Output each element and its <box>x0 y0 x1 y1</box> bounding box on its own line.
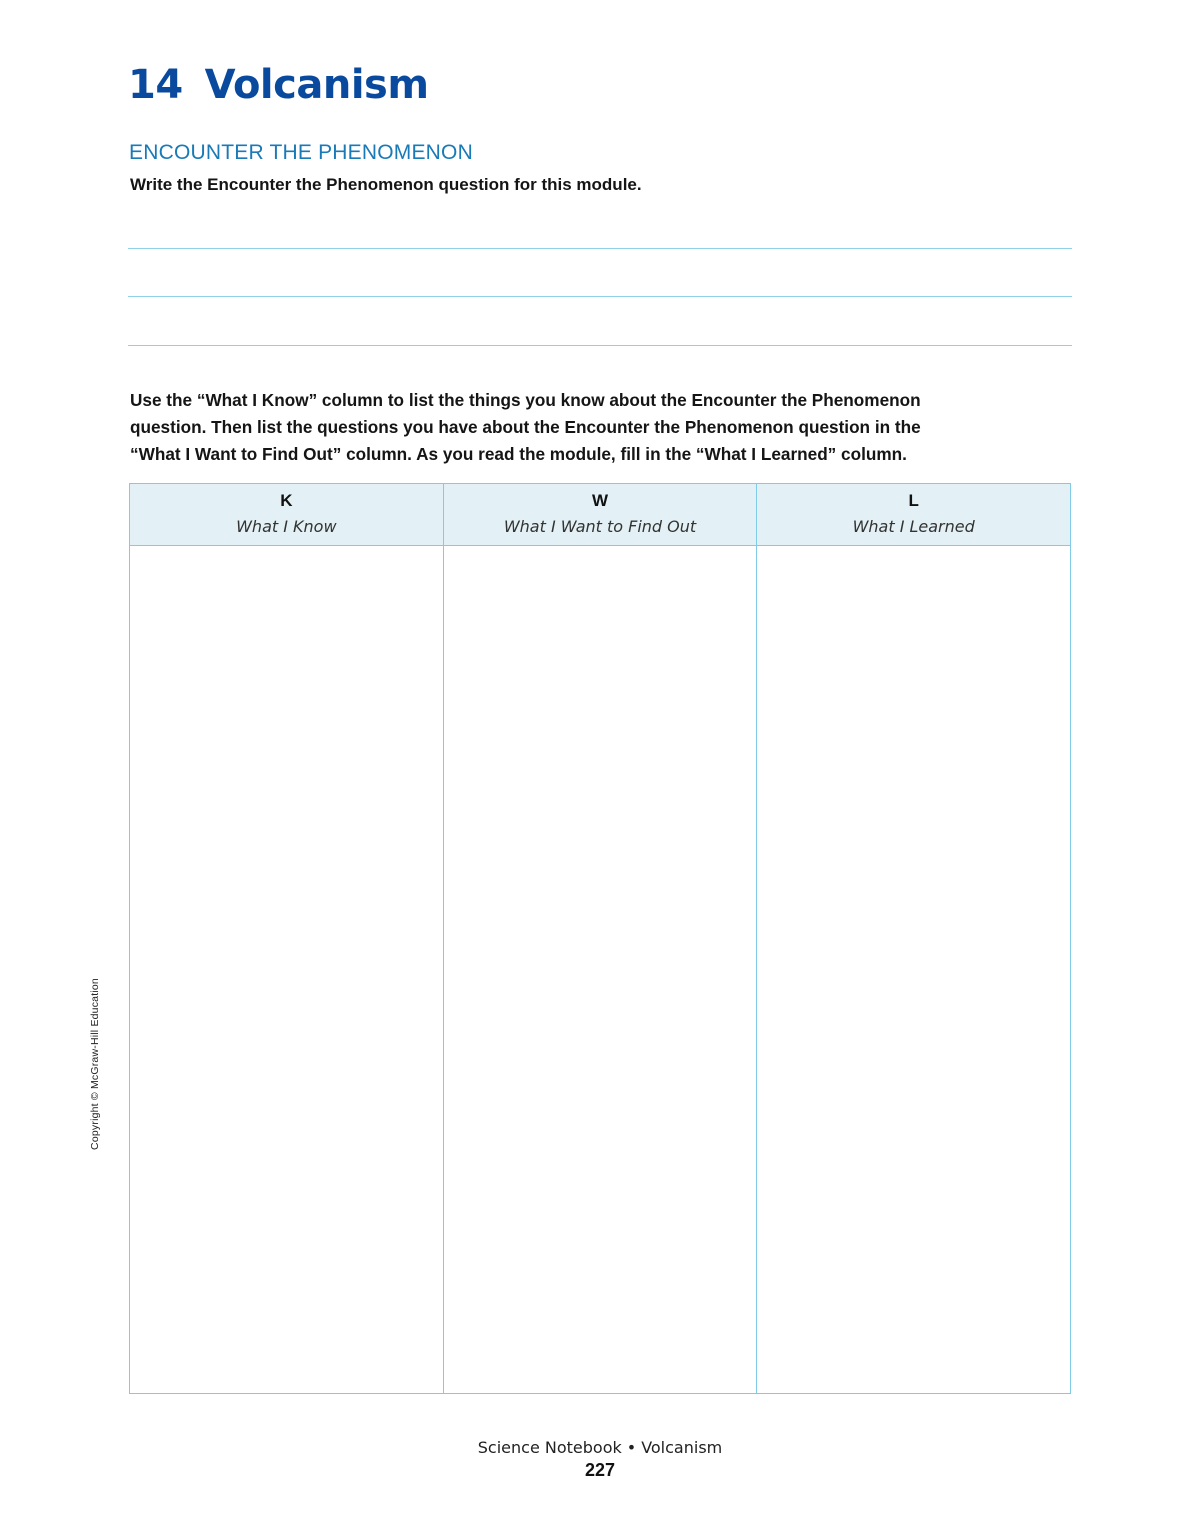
section-heading: ENCOUNTER THE PHENOMENON <box>129 141 473 164</box>
answer-line-3[interactable] <box>128 345 1072 346</box>
module-title-text: Volcanism <box>204 62 429 108</box>
kwl-letter-k: K <box>280 491 293 510</box>
module-title <box>128 62 429 108</box>
kwl-letter-l: L <box>908 491 919 510</box>
kwl-header-know <box>130 484 443 546</box>
kwl-column-know <box>130 484 444 1393</box>
footer-book-title: Science Notebook <box>477 1438 622 1457</box>
instruction-line-1: Use the “What I Know” column to list the things you know about the Encounter the Phenomenon <box>130 390 921 410</box>
kwl-label-know: What I Know <box>236 517 337 536</box>
module-number: 14 <box>128 62 183 108</box>
instruction-line-2: question. Then list the questions you have about the Encounter the Phenomenon question in the <box>130 417 921 437</box>
instruction-line-3: “What I Want to Find Out” column. As you read the module, fill in the “What I Learned” column. <box>130 444 907 464</box>
encounter-prompt: Write the Encounter the Phenomenon question for this module. <box>130 175 642 194</box>
kwl-letter-w: W <box>591 491 609 510</box>
footer-running-head <box>0 1438 1200 1457</box>
kwl-column-learned <box>757 484 1070 1393</box>
kwl-cell-want[interactable] <box>444 546 757 1393</box>
kwl-label-learned: What I Learned <box>852 517 975 536</box>
footer-bullet: • <box>626 1438 637 1457</box>
copyright-notice: Copyright © McGraw-Hill Education <box>89 978 101 1150</box>
answer-line-1[interactable] <box>128 248 1072 249</box>
kwl-label-want: What I Want to Find Out <box>503 517 697 536</box>
kwl-cell-know[interactable] <box>130 546 443 1393</box>
footer-topic: Volcanism <box>641 1438 723 1457</box>
kwl-chart <box>129 483 1071 1394</box>
kwl-column-want <box>444 484 758 1393</box>
kwl-instructions <box>130 387 1070 468</box>
kwl-header-learned <box>757 484 1070 546</box>
kwl-header-want <box>444 484 757 546</box>
page-number: 227 <box>584 1460 616 1480</box>
kwl-cell-learned[interactable] <box>757 546 1070 1393</box>
answer-line-2[interactable] <box>128 296 1072 297</box>
